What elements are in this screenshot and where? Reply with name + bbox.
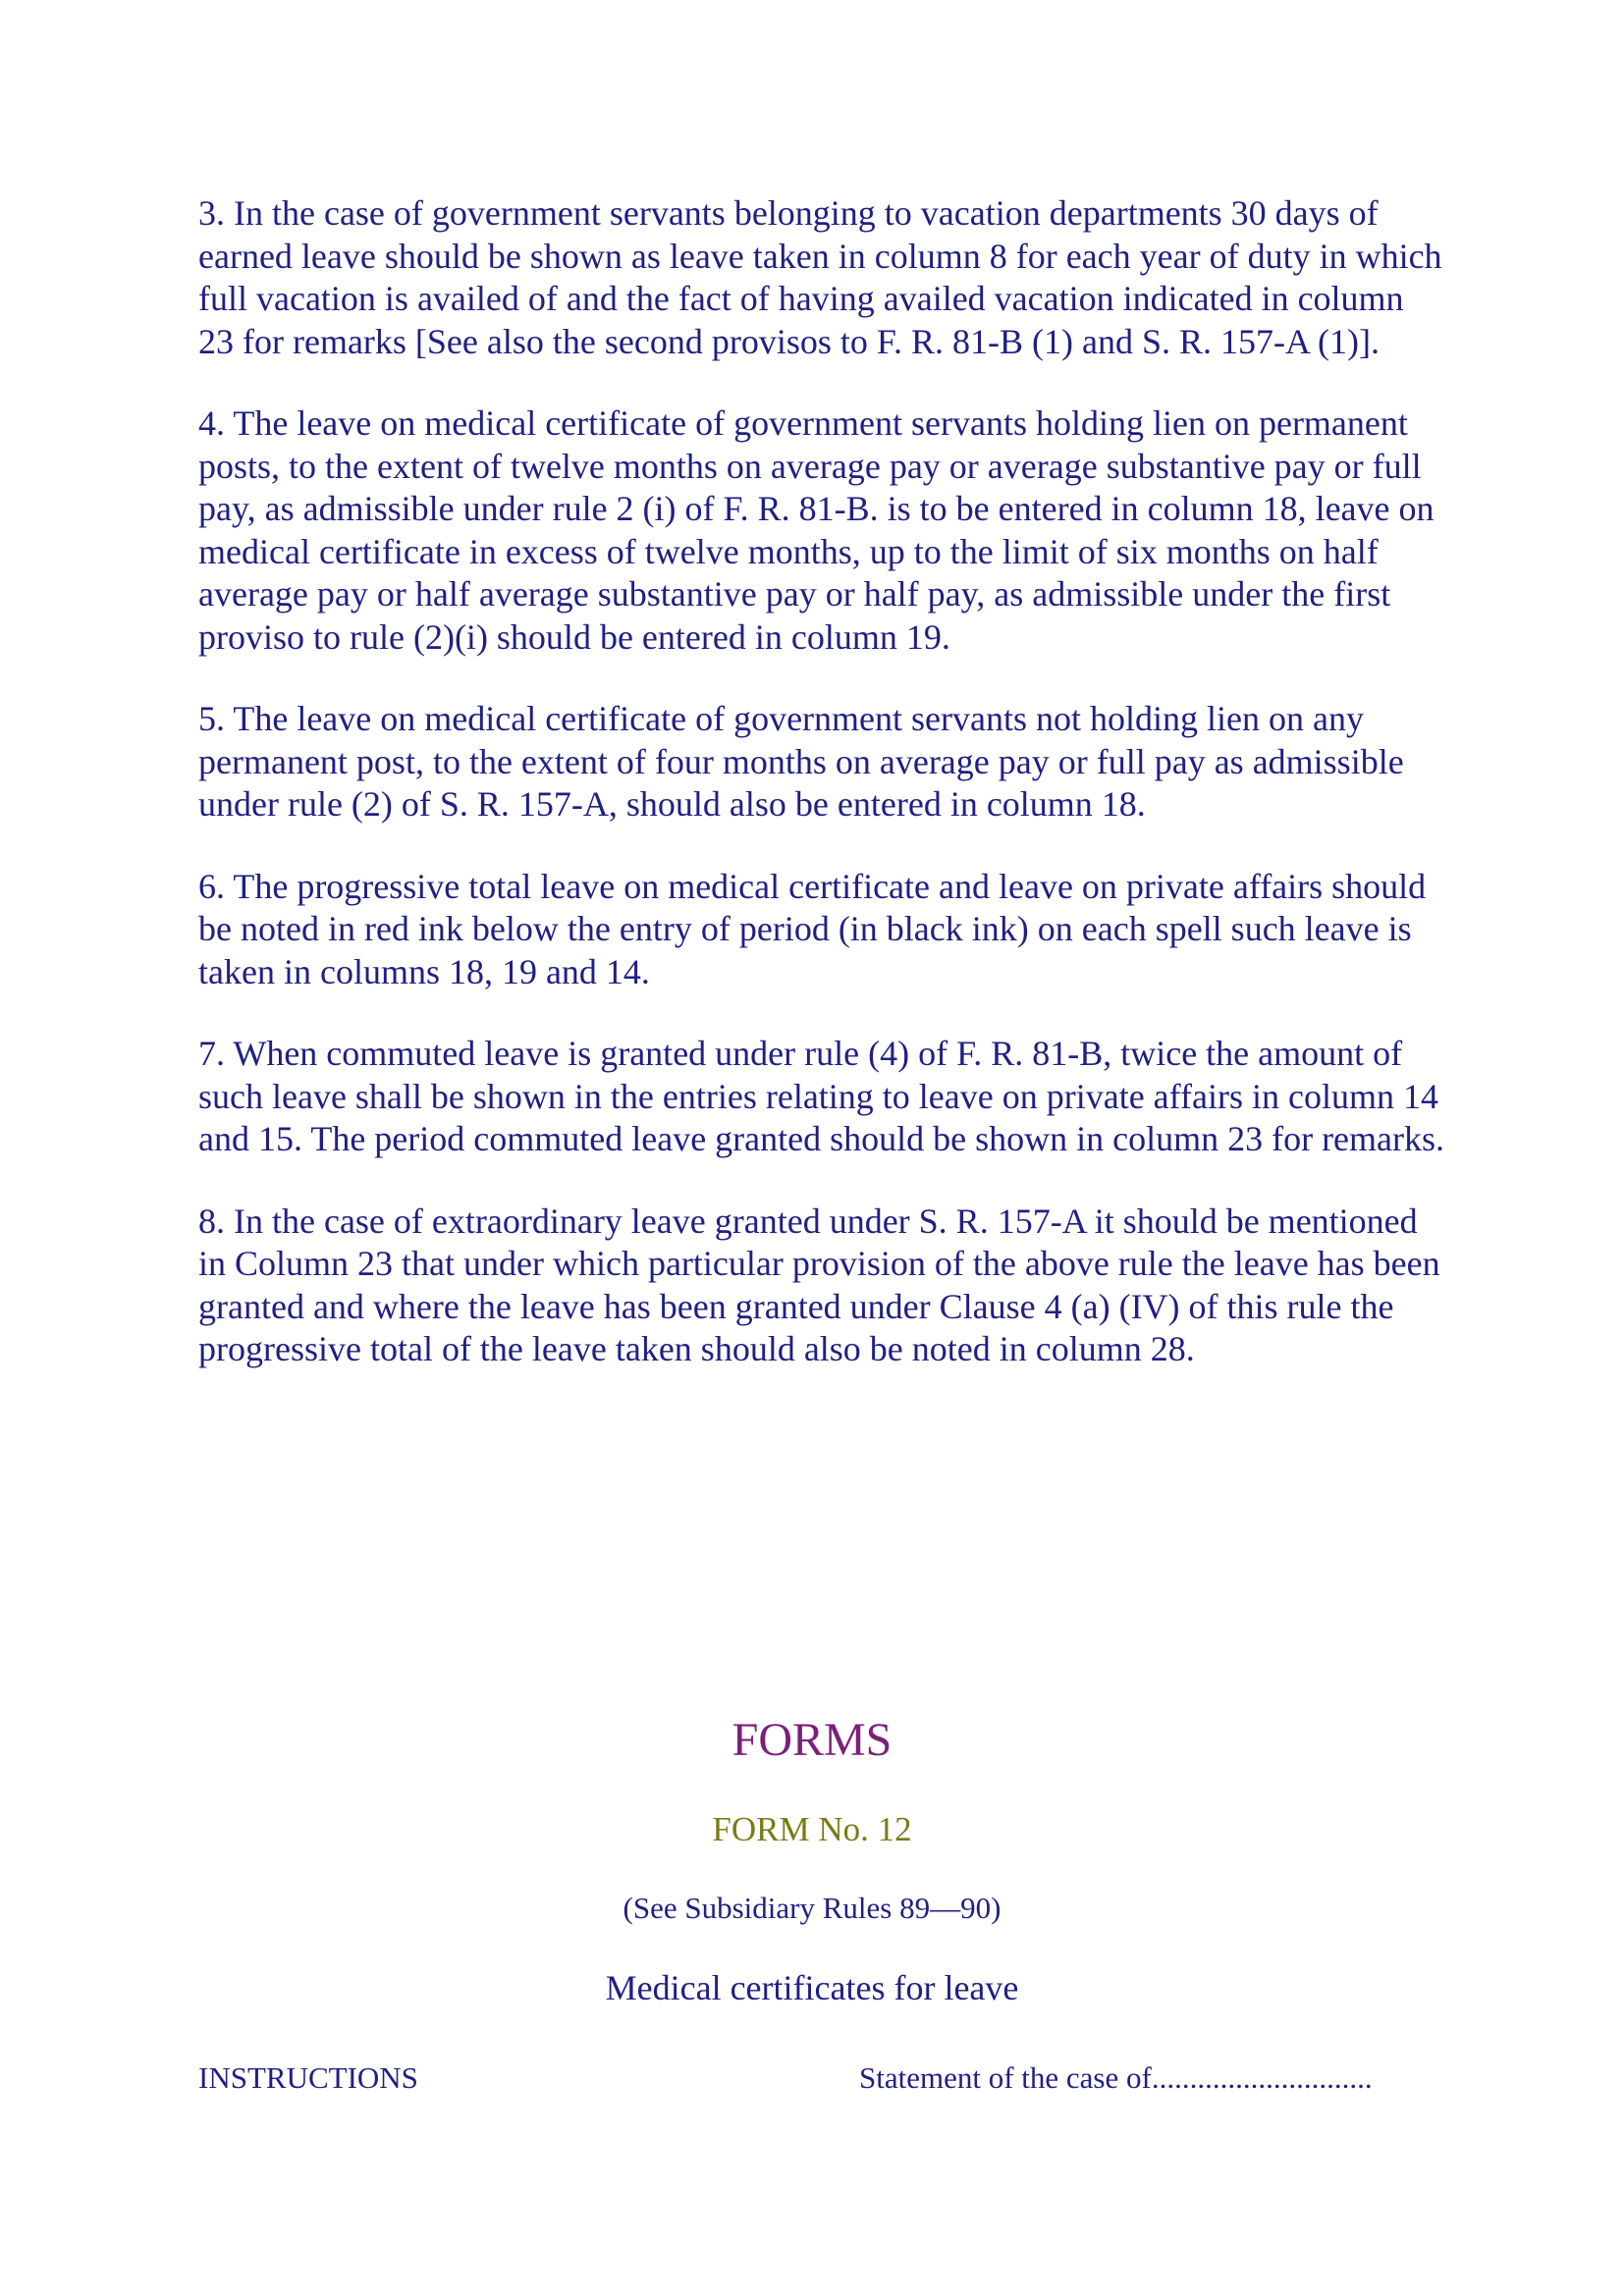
paragraph-4: 4. The leave on medical certificate of government servants holding lien on permanent posts, to the extent of twelve months on average pay or average substantive pay or full pay, as admissible under rule 2 (i) of F. R. 81-B. is to be entered in column 18, leave on medical certificate in excess of twelve months, up to the limit of six months on half average pay or half average substantive pay or half pay, as admissible under the first proviso to rule (2)(i) should be entered in column 19. <box>198 403 1435 657</box>
instructions-label: INSTRUCTIONS <box>198 2060 418 2095</box>
subsidiary-rules-reference: (See Subsidiary Rules 89—90) <box>623 1891 1001 1925</box>
forms-heading: FORMS <box>731 1714 893 1766</box>
form-title: Medical certificates for leave <box>605 1968 1019 2007</box>
paragraph-3: 3. In the case of government servants belonging to vacation departments 30 days of earned leave should be shown as leave taken in column 8 for each year of duty in which full vacation is availed of and the fact of having availed vacation indicated in column 23 for remarks [See also the second provisos to F. R. 81-B (1) and S. R. 157-A (1)]. <box>198 193 1442 361</box>
document-body <box>198 192 1445 1411</box>
paragraph-6: 6. The progressive total leave on medical certificate and leave on private affairs should be noted in red ink below the entry of period (in black ink) on each spell such leave is taken in columns 18, 19 and 14. <box>198 866 1427 991</box>
paragraph-8: 8. In the case of extraordinary leave granted under S. R. 157-A it should be mentioned in Column 23 that under which particular provision of the above rule the leave has been granted and where the leave has been granted under Clause 4 (a) (IV) of this rule the progressive total of the leave taken should also be noted in column 28. <box>198 1201 1440 1368</box>
form-number-heading: FORM No. 12 <box>712 1810 912 1848</box>
statement-of-case-label: Statement of the case of............................. <box>859 2060 1373 2095</box>
paragraph-5: 5. The leave on medical certificate of government servants not holding lien on any permanent post, to the extent of four months on average pay or full pay as admissible under rule (2) of S. R. 157-A, should also be entered in column 18. <box>198 699 1404 824</box>
paragraph-7: 7. When commuted leave is granted under rule (4) of F. R. 81-B, twice the amount of such leave shall be shown in the entries relating to leave on private affairs in column 14 and 15. The period commuted leave granted should be shown in column 23 for remarks. <box>198 1034 1445 1158</box>
